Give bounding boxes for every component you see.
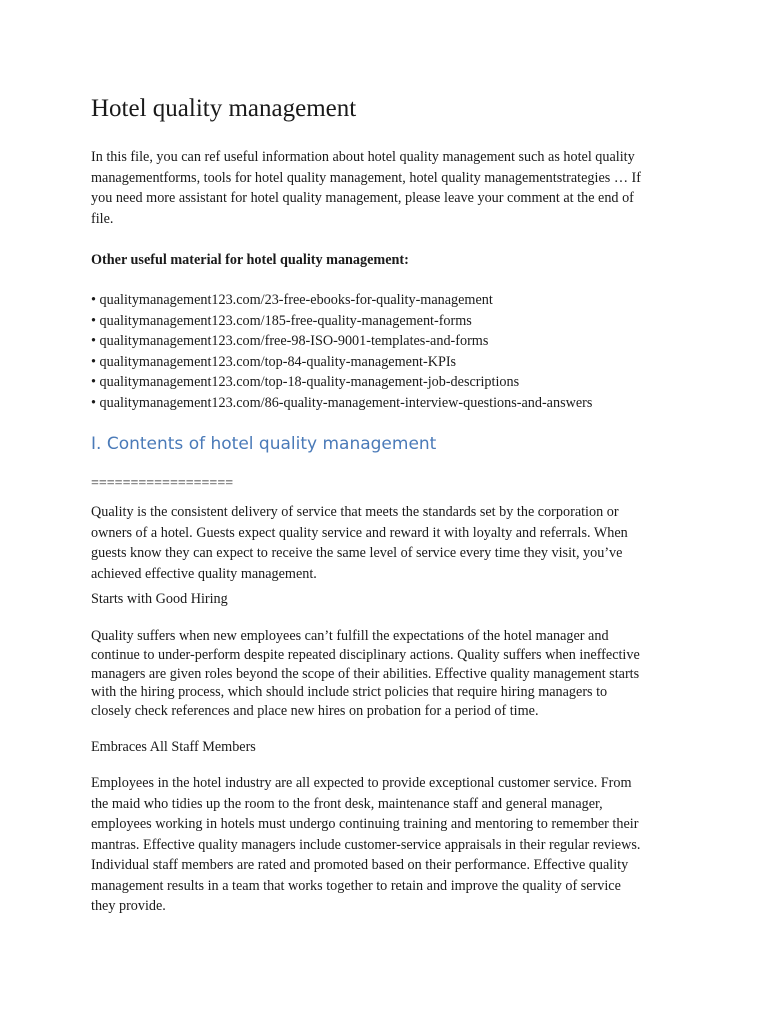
material-link-list xyxy=(91,290,592,414)
paragraph-line: management results in a team that works together to retain and improve the quality of service xyxy=(91,877,621,894)
all-staff-paragraph xyxy=(91,773,640,917)
intro-paragraph xyxy=(91,147,681,230)
paragraph-line: with the hiring process, which should include strict policies that require hiring managers to xyxy=(91,684,608,701)
paragraph-line: owners of a hotel. Guests expect quality service and reward it with loyalty and referrals. When xyxy=(91,524,628,541)
quality-definition-paragraph xyxy=(91,502,628,584)
intro-line: file. xyxy=(91,211,114,228)
material-heading: Other useful material for hotel quality management: xyxy=(91,252,409,268)
paragraph-line: the maid who tidies up the room to the front desk, maintenance staff and general manager, xyxy=(91,795,603,812)
paragraph-line: Quality is the consistent delivery of service that meets the standards set by the corporation or xyxy=(91,504,619,520)
paragraph-line: mantras. Effective quality managers include customer-service appraisals in their regular reviews. xyxy=(91,836,641,853)
paragraph-line: Quality suffers when new employees can’t fulfill the expectations of the hotel manager and xyxy=(91,628,609,644)
paragraph-line: they provide. xyxy=(91,898,166,914)
paragraph-line: employees working in hotels must undergo continuing training and mentoring to remember their xyxy=(91,816,639,832)
paragraph-line: achieved effective quality management. xyxy=(91,565,317,582)
paragraph-line: Employees in the hotel industry are all expected to provide exceptional customer service. From xyxy=(91,775,632,791)
document-title: Hotel quality management xyxy=(91,95,357,122)
intro-line: managementforms, tools for hotel quality management, hotel quality managementstrategies … If xyxy=(91,169,642,186)
subheading-all-staff: Embraces All Staff Members xyxy=(91,739,256,755)
intro-line: you need more assistant for hotel quality management, please leave your comment at the end of xyxy=(91,190,634,207)
paragraph-line: managers are given roles beyond the scope of their abilities. Effective quality management starts xyxy=(91,665,640,682)
subheading-good-hiring: Starts with Good Hiring xyxy=(91,591,228,607)
material-link-item: • qualitymanagement123.com/23-free-ebooks-for-quality-management xyxy=(91,290,592,311)
material-link-item: • qualitymanagement123.com/86-quality-management-interview-questions-and-answers xyxy=(91,393,592,414)
paragraph-line: continue to under-perform despite repeated disciplinary actions. Quality suffers when ineffective xyxy=(91,646,640,663)
paragraph-line: Individual staff members are rated and promoted based on their performance. Effective quality xyxy=(91,857,629,873)
material-link-item: • qualitymanagement123.com/185-free-quality-management-forms xyxy=(91,311,592,332)
paragraph-line: closely check references and place new hires on probation for a period of time. xyxy=(91,703,539,720)
paragraph-line: guests know they can expect to receive the same level of service every time they visit, you’ve xyxy=(91,545,623,561)
intro-line: In this file, you can ref useful information about hotel quality management such as hotel quality xyxy=(91,149,635,165)
section-heading: I. Contents of hotel quality management xyxy=(91,434,437,454)
good-hiring-paragraph xyxy=(91,627,640,721)
material-link-item: • qualitymanagement123.com/free-98-ISO-9001-templates-and-forms xyxy=(91,331,592,352)
material-link-item: • qualitymanagement123.com/top-84-quality-management-KPIs xyxy=(91,352,592,373)
section-divider: ================== xyxy=(91,476,234,491)
material-link-item: • qualitymanagement123.com/top-18-quality-management-job-descriptions xyxy=(91,372,592,393)
